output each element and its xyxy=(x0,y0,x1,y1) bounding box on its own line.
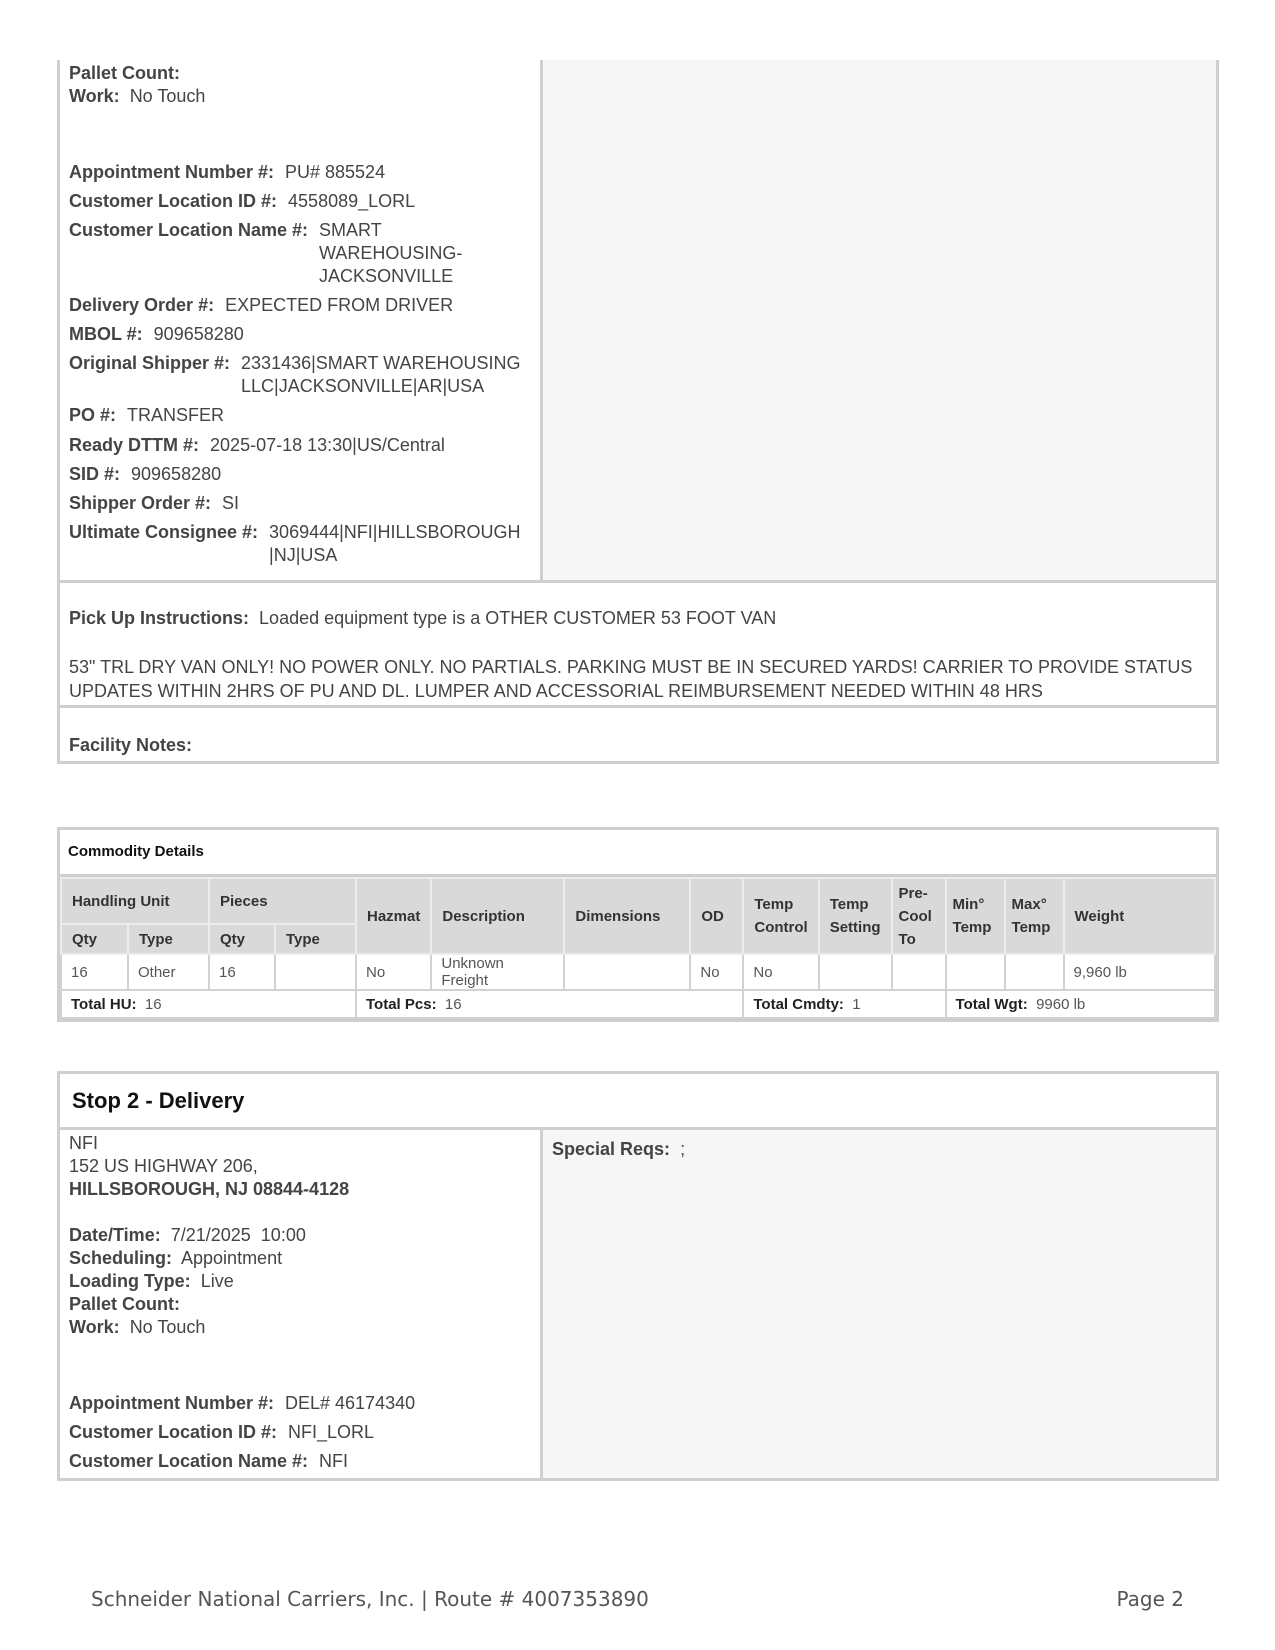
mbol-value: 909658280 xyxy=(153,324,244,344)
appointment-number-value: DEL# 46174340 xyxy=(285,1393,416,1413)
total-hu-label: Total HU: xyxy=(71,995,137,1013)
pre-cool-to-cell xyxy=(892,954,946,990)
commodity-table xyxy=(60,877,1216,1019)
datetime-label: Date/Time: xyxy=(69,1225,161,1245)
hu-qty-cell: 16 xyxy=(61,954,128,990)
scheduling-label: Scheduling: xyxy=(69,1248,172,1268)
max-temp-header: Max° Temp xyxy=(1005,878,1064,954)
pickup-instructions-value: Loaded equipment type is a OTHER CUSTOMER 53 FOOT VAN xyxy=(259,608,777,628)
original-shipper-value: 2331436|SMART WAREHOUSING LLC|JACKSONVILLE|AR|USA xyxy=(241,353,521,396)
total-pcs-value: 16 xyxy=(444,995,462,1013)
stop2-title: Stop 2 - Delivery xyxy=(60,1074,1216,1130)
weight-header: Weight xyxy=(1064,878,1215,954)
stop2-details-column xyxy=(60,1130,543,1478)
totals-row xyxy=(61,990,1215,1018)
temp-setting-cell xyxy=(819,954,892,990)
stop1-section xyxy=(57,60,1219,764)
work-value: No Touch xyxy=(129,86,206,106)
ultimate-consignee-label: Ultimate Consignee #: xyxy=(69,522,259,542)
total-wgt-label: Total Wgt: xyxy=(955,995,1028,1013)
customer-location-id-value: 4558089_LORL xyxy=(288,191,416,211)
ready-dttm-value: 2025-07-18 13:30|US/Central xyxy=(210,435,445,455)
weight-cell: 9,960 lb xyxy=(1064,954,1215,990)
total-pcs-label: Total Pcs: xyxy=(366,995,437,1013)
description-header: Description xyxy=(431,878,564,954)
total-hu-cell xyxy=(61,990,356,1018)
dimensions-header: Dimensions xyxy=(564,878,690,954)
facility-notes-label: Facility Notes: xyxy=(69,735,193,755)
footer-company-route: Schneider National Carriers, Inc. | Route # 4007353890 xyxy=(91,1587,649,1611)
ready-dttm-label: Ready DTTM #: xyxy=(69,435,200,455)
special-reqs-label: Special Reqs: xyxy=(552,1139,671,1159)
temp-control-cell: No xyxy=(743,954,818,990)
total-cmdty-cell xyxy=(743,990,945,1018)
work-value: No Touch xyxy=(129,1317,206,1337)
od-header: OD xyxy=(690,878,743,954)
divider xyxy=(60,705,1216,708)
special-reqs-row xyxy=(552,1138,685,1161)
customer-location-id-value: NFI_LORL xyxy=(288,1422,375,1442)
pallet-count-row xyxy=(69,62,180,85)
loading-type-value: Live xyxy=(200,1271,234,1291)
customer-location-name-row xyxy=(69,219,462,288)
delivery-order-label: Delivery Order #: xyxy=(69,295,215,315)
sid-label: SID #: xyxy=(69,464,121,484)
temp-control-header: Temp Control xyxy=(743,878,818,954)
pc-type-header: Type xyxy=(275,924,356,954)
customer-location-id-label: Customer Location ID #: xyxy=(69,191,278,211)
customer-location-name-label: Customer Location Name #: xyxy=(69,1451,309,1471)
hu-type-header: Type xyxy=(128,924,209,954)
divider xyxy=(60,580,1216,583)
hu-qty-header: Qty xyxy=(61,924,128,954)
scheduling-row xyxy=(69,1247,282,1270)
od-cell: No xyxy=(690,954,743,990)
scheduling-value: Appointment xyxy=(181,1248,283,1268)
customer-location-name-label: Customer Location Name #: xyxy=(69,220,309,240)
stop2-address-line1: 152 US HIGHWAY 206, xyxy=(69,1156,258,1176)
datetime-row xyxy=(69,1224,306,1247)
work-row xyxy=(69,1316,205,1339)
original-shipper-row xyxy=(69,352,520,398)
pickup-instructions-label: Pick Up Instructions: xyxy=(69,608,250,628)
loading-type-row xyxy=(69,1270,234,1293)
appointment-number-label: Appointment Number #: xyxy=(69,162,274,182)
customer-location-name-value: SMART WAREHOUSING- JACKSONVILLE xyxy=(319,220,463,286)
customer-location-id-row xyxy=(69,190,415,213)
customer-location-name-row xyxy=(69,1450,348,1473)
appointment-number-label: Appointment Number #: xyxy=(69,1393,274,1413)
total-cmdty-value: 1 xyxy=(852,995,861,1013)
pickup-note: 53" TRL DRY VAN ONLY! NO POWER ONLY. NO PARTIALS. PARKING MUST BE IN SECURED YARDS! CARRIER TO PROVIDE STATUS UPDATES WITHIN 2HRS OF PU AND DL. LUMPER AND ACCESSORIAL REIMBURSEMENT NEEDED WITHIN 48 HRS xyxy=(69,657,1193,701)
shipper-order-value: SI xyxy=(222,493,240,513)
commodity-details-section xyxy=(57,827,1219,1022)
table-row xyxy=(61,954,1215,990)
po-label: PO #: xyxy=(69,405,117,425)
mbol-label: MBOL #: xyxy=(69,324,143,344)
pallet-count-label: Pallet Count: xyxy=(69,63,180,83)
ready-dttm-row xyxy=(69,434,445,457)
stop2-side-panel xyxy=(543,1130,1216,1478)
stop2-name: NFI xyxy=(69,1133,98,1153)
work-label: Work: xyxy=(69,86,120,106)
dimensions-cell xyxy=(564,954,690,990)
handling-unit-header: Handling Unit xyxy=(61,878,209,924)
pc-qty-header: Qty xyxy=(209,924,275,954)
delivery-order-row xyxy=(69,294,453,317)
total-pcs-cell xyxy=(356,990,743,1018)
appointment-number-row xyxy=(69,1392,415,1415)
total-hu-value: 16 xyxy=(144,995,162,1013)
stop1-details-column xyxy=(60,60,543,580)
min-temp-header: Min° Temp xyxy=(946,878,1005,954)
datetime-value: 7/21/2025 10:00 xyxy=(170,1225,306,1245)
customer-location-name-value: NFI xyxy=(319,1451,349,1471)
pallet-count-row xyxy=(69,1293,180,1316)
special-reqs-value: ; xyxy=(680,1139,686,1159)
ultimate-consignee-value: 3069444|NFI|HILLSBOROUGH |NJ|USA xyxy=(269,522,521,565)
original-shipper-label: Original Shipper #: xyxy=(69,353,231,373)
pc-qty-cell: 16 xyxy=(209,954,275,990)
commodity-header-row xyxy=(61,878,1215,924)
ultimate-consignee-row xyxy=(69,521,521,567)
work-label: Work: xyxy=(69,1317,120,1337)
description-cell: Unknown Freight xyxy=(431,954,564,990)
stop2-address-line2: HILLSBOROUGH, NJ 08844-4128 xyxy=(69,1179,350,1199)
temp-setting-header: Temp Setting xyxy=(819,878,892,954)
sid-row xyxy=(69,463,221,486)
customer-location-id-row xyxy=(69,1421,374,1444)
max-temp-cell xyxy=(1005,954,1064,990)
customer-location-id-label: Customer Location ID #: xyxy=(69,1422,278,1442)
commodity-details-title: Commodity Details xyxy=(60,830,1216,877)
pallet-count-label: Pallet Count: xyxy=(69,1294,180,1314)
mbol-row xyxy=(69,323,244,346)
loading-type-label: Loading Type: xyxy=(69,1271,191,1291)
hazmat-cell: No xyxy=(356,954,431,990)
stop1-side-panel xyxy=(543,60,1216,580)
po-value: TRANSFER xyxy=(127,405,225,425)
min-temp-cell xyxy=(946,954,1005,990)
hazmat-header: Hazmat xyxy=(356,878,431,954)
shipper-order-label: Shipper Order #: xyxy=(69,493,212,513)
sid-value: 909658280 xyxy=(131,464,222,484)
total-wgt-value: 9960 lb xyxy=(1036,995,1086,1013)
stop2-section xyxy=(57,1071,1219,1481)
po-row xyxy=(69,404,224,427)
appointment-number-row xyxy=(69,161,385,184)
footer-page-number: Page 2 xyxy=(1116,1587,1184,1611)
total-cmdty-label: Total Cmdty: xyxy=(753,995,844,1013)
pre-cool-to-header: Pre-Cool To xyxy=(892,878,946,954)
pieces-header: Pieces xyxy=(209,878,356,924)
work-row xyxy=(69,85,205,108)
total-wgt-cell xyxy=(946,990,1215,1018)
delivery-order-value: EXPECTED FROM DRIVER xyxy=(225,295,454,315)
facility-notes-row xyxy=(69,734,192,757)
pickup-instructions-row xyxy=(69,607,776,630)
pc-type-cell xyxy=(275,954,356,990)
shipper-order-row xyxy=(69,492,239,515)
appointment-number-value: PU# 885524 xyxy=(285,162,386,182)
hu-type-cell: Other xyxy=(128,954,209,990)
